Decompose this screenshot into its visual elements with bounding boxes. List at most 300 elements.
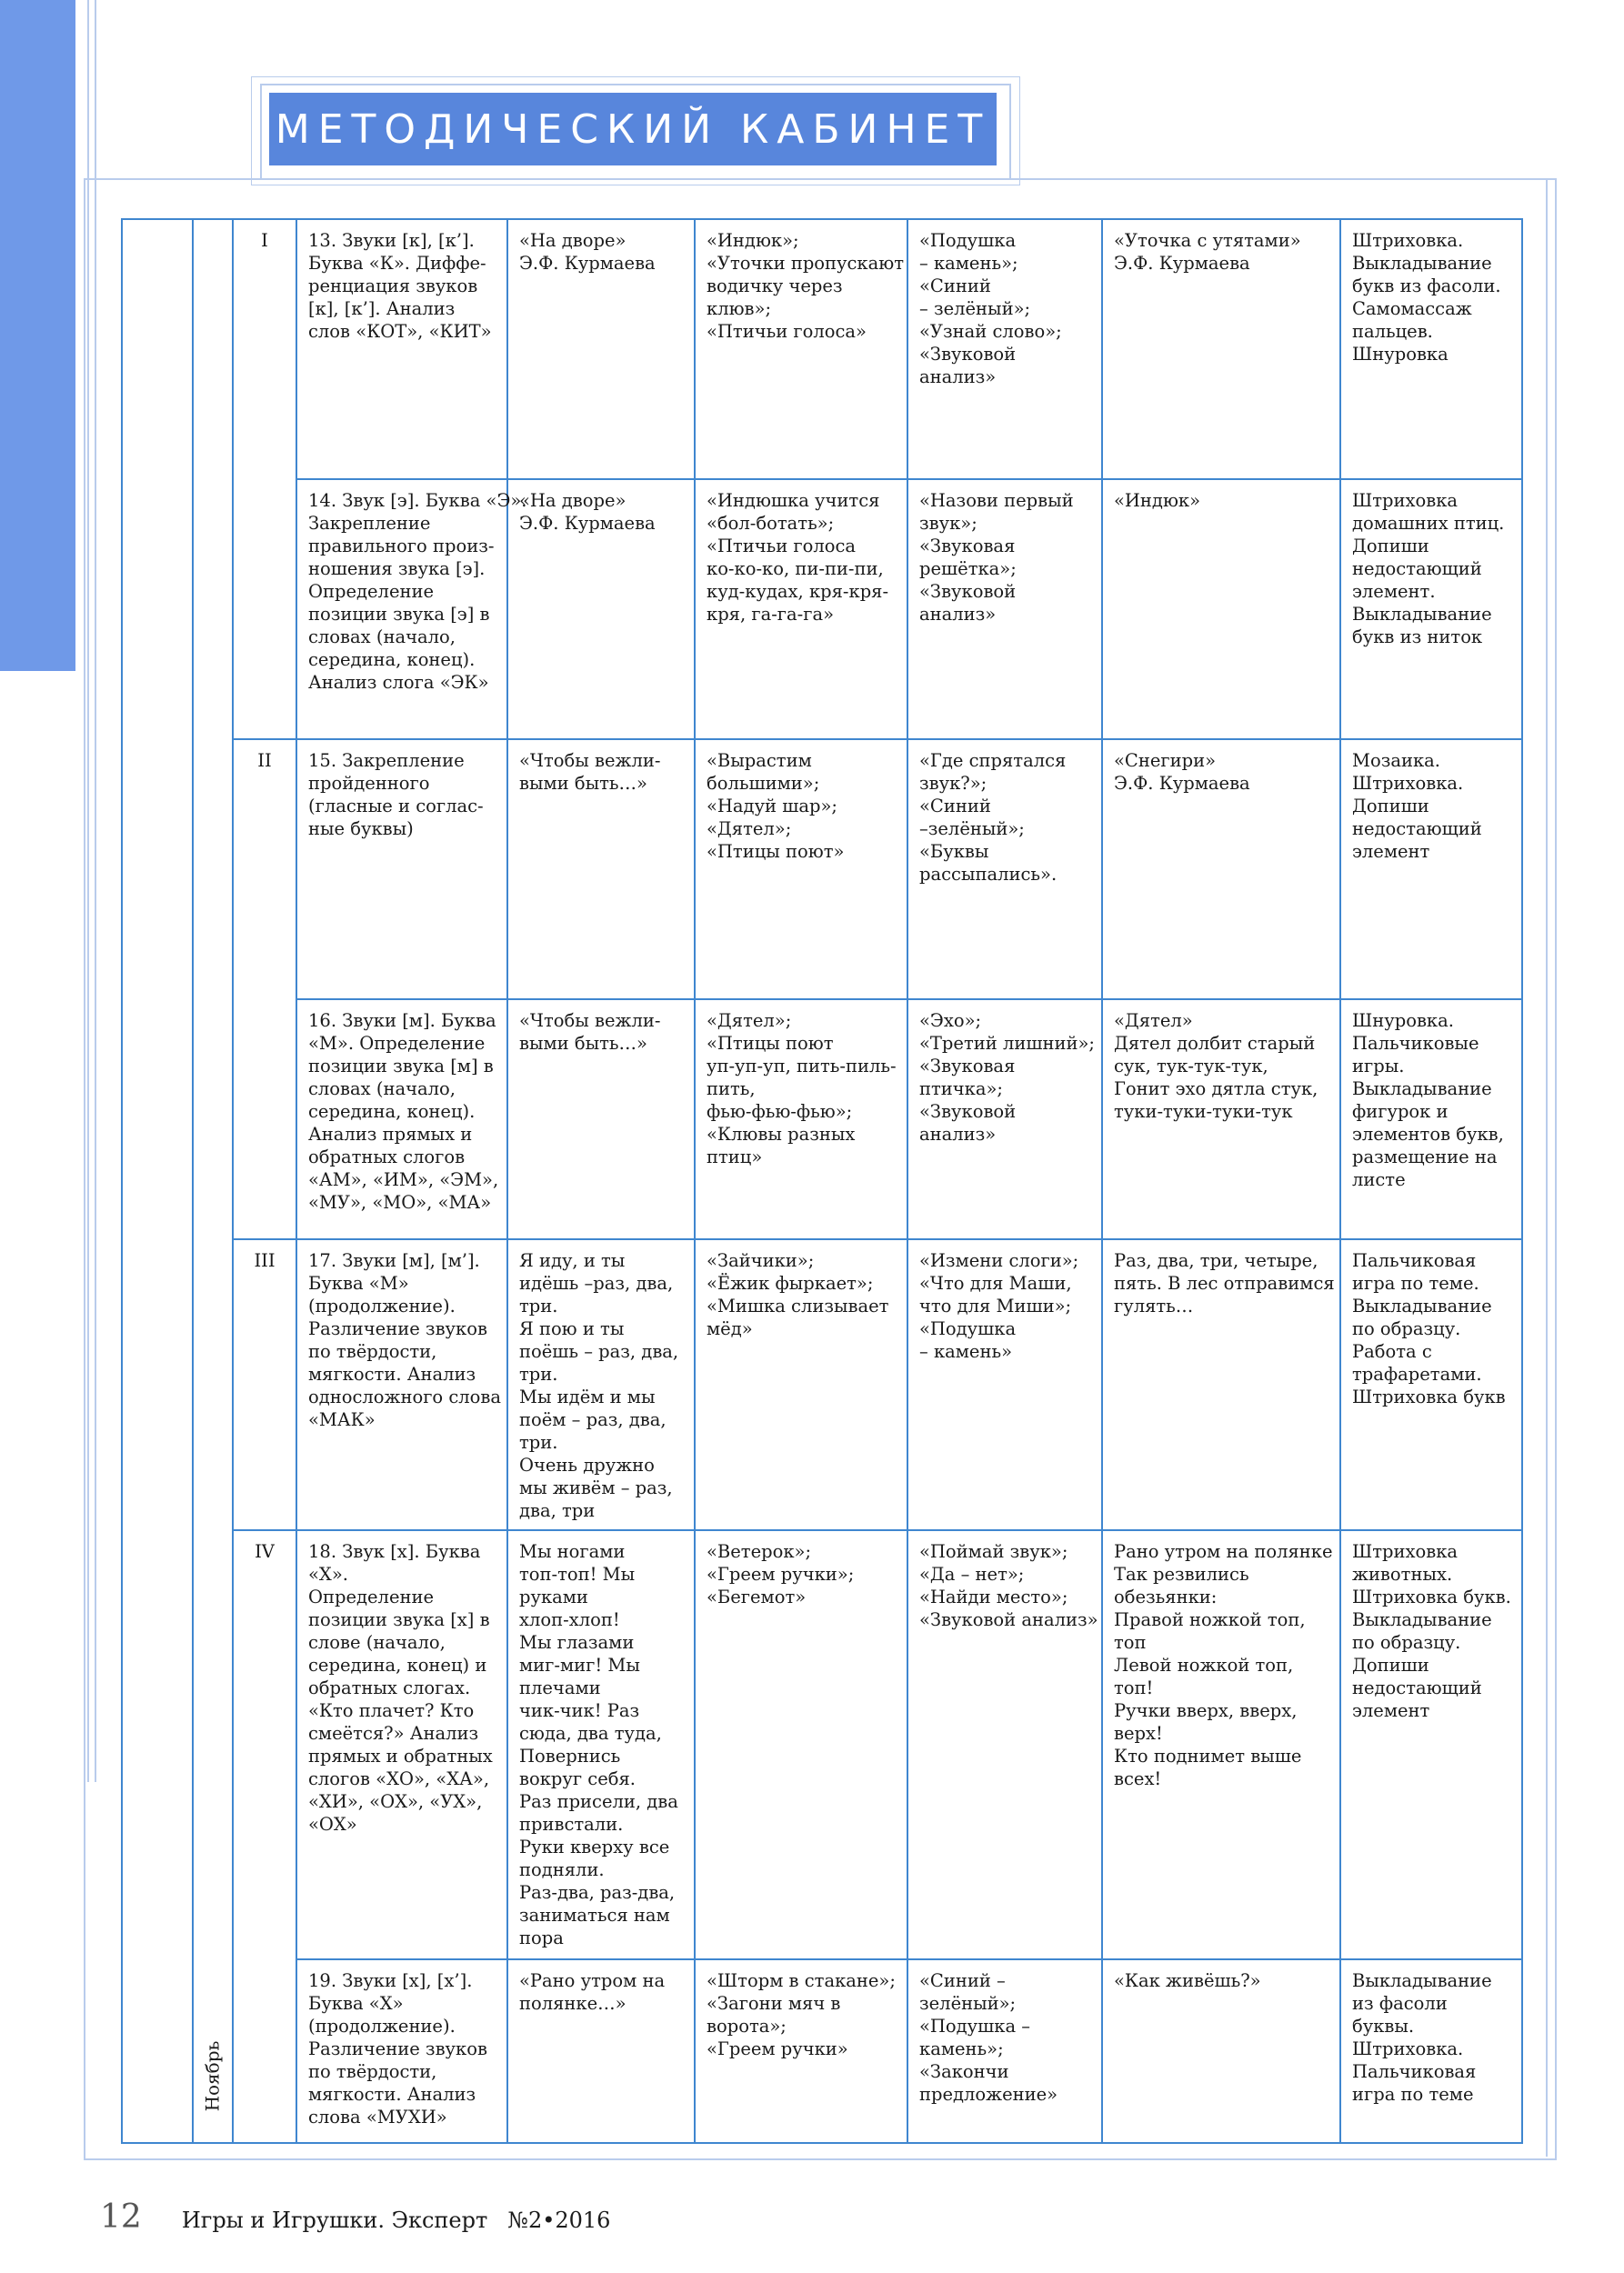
cell-text: Определение bbox=[308, 581, 435, 602]
cell-text: Выкладывание bbox=[1352, 253, 1492, 274]
cell-text: Допиши bbox=[1352, 1655, 1429, 1676]
cell-text: домашних птиц. bbox=[1352, 513, 1505, 534]
cell-text: большими»; bbox=[707, 773, 820, 794]
games-cell bbox=[907, 1239, 1102, 1530]
cell-text: игры. bbox=[1352, 1056, 1405, 1076]
table-row bbox=[122, 479, 1522, 739]
cell-text: Ручки вверх, вверх, bbox=[1114, 1700, 1298, 1721]
cell-text: – камень» bbox=[919, 1341, 1013, 1362]
cell-text: «Уточка с утятами» bbox=[1114, 230, 1301, 251]
cell-text: «Подушка – bbox=[919, 2016, 1031, 2037]
cell-text: Анализ прямых и bbox=[308, 1124, 473, 1145]
cell-text: животных. bbox=[1352, 1564, 1453, 1585]
cell-text: «М». Определение bbox=[308, 1033, 486, 1054]
cell-text: пять. В лес отправимся bbox=[1114, 1273, 1335, 1294]
cell-text: топ bbox=[1114, 1632, 1147, 1653]
cell-text: Руки кверху все bbox=[519, 1837, 670, 1857]
cell-text: пить, bbox=[707, 1078, 756, 1099]
cell-text: хлоп-хлоп! bbox=[519, 1609, 620, 1630]
cell-text: Пальчиковая bbox=[1352, 1250, 1477, 1271]
topic-cell bbox=[296, 1530, 507, 1959]
topic-cell bbox=[296, 219, 507, 479]
games-cell bbox=[907, 1959, 1102, 2143]
breathing-cell bbox=[695, 999, 907, 1239]
cell-text: по твёрдости, bbox=[308, 2061, 437, 2082]
cell-text: «Чтобы вежли- bbox=[519, 1010, 661, 1031]
week-cell: III bbox=[233, 1239, 296, 1530]
cell-text: Рано утром на полянке bbox=[1114, 1541, 1333, 1562]
cell-text: Штриховка bbox=[1352, 1541, 1459, 1562]
cell-text: Пальчиковые bbox=[1352, 1033, 1479, 1054]
cell-text: «Шторм в стакане»; bbox=[707, 1970, 896, 1991]
content-frame-line bbox=[1546, 178, 1548, 2157]
table-row bbox=[122, 999, 1522, 1239]
topic-cell bbox=[296, 1959, 507, 2143]
cell-text: мы живём – раз, bbox=[519, 1477, 673, 1498]
motor-cell bbox=[1340, 219, 1522, 479]
cell-text: поём – раз, два, bbox=[519, 1409, 667, 1430]
cell-text: игра по теме. bbox=[1352, 1273, 1479, 1294]
cell-text: выми быть…» bbox=[519, 773, 647, 794]
cell-text: Повернись bbox=[519, 1746, 621, 1767]
cell-text: слова «МУХИ» bbox=[308, 2107, 447, 2128]
speech-cell bbox=[507, 479, 695, 739]
cell-text: Допиши bbox=[1352, 796, 1429, 816]
cell-text: фью-фью-фью»; bbox=[707, 1101, 853, 1122]
cell-text: «Да – нет»; bbox=[919, 1564, 1025, 1585]
cell-text: птиц» bbox=[707, 1147, 763, 1167]
cell-text: «Где спрятался bbox=[919, 750, 1067, 771]
month-label: Ноябрь bbox=[201, 2040, 224, 2112]
cell-text: туки-туки-туки-тук bbox=[1114, 1101, 1293, 1122]
cell-text: «Ветерок»; bbox=[707, 1541, 812, 1562]
issue-number: №2•2016 bbox=[507, 2208, 611, 2233]
cell-text: ренциация звуков bbox=[308, 275, 478, 296]
cell-text: ношения звука [э]. bbox=[308, 558, 486, 579]
cell-text: «Загони мяч в bbox=[707, 1993, 841, 2014]
cell-text: два, три bbox=[519, 1500, 596, 1521]
cell-text: обратных слогах. bbox=[308, 1677, 471, 1698]
cell-text: букв из фасоли. bbox=[1352, 275, 1501, 296]
cell-text: звук»; bbox=[919, 513, 977, 534]
cell-text: –зелёный»; bbox=[919, 818, 1025, 839]
cell-text: птичка»; bbox=[919, 1078, 1003, 1099]
motor-cell bbox=[1340, 1959, 1522, 2143]
cell-text: Раз-два, раз-два, bbox=[519, 1882, 676, 1903]
cell-text: пора bbox=[519, 1928, 564, 1948]
cell-text: «Звуковой bbox=[919, 581, 1017, 602]
cell-text: «Х». bbox=[308, 1564, 348, 1585]
cell-text: «Звуковая bbox=[919, 536, 1016, 556]
cell-text: «ХИ», «ОХ», «УХ», bbox=[308, 1791, 483, 1812]
cell-text: вокруг себя. bbox=[519, 1768, 636, 1789]
cell-text: «Уточки пропускают bbox=[707, 253, 905, 274]
cell-text: «Звуковой bbox=[919, 344, 1017, 365]
finger-cell bbox=[1102, 1239, 1340, 1530]
cell-text: «Чтобы вежли- bbox=[519, 750, 661, 771]
cell-text: Выкладывание bbox=[1352, 1078, 1492, 1099]
cell-text: позиции звука [э] в bbox=[308, 604, 490, 625]
month-cell bbox=[193, 219, 233, 2143]
cell-text: Мы глазами bbox=[519, 1632, 635, 1653]
cell-text: Так резвились bbox=[1114, 1564, 1249, 1585]
cell-text: Штриховка букв bbox=[1352, 1387, 1506, 1407]
cell-text: «Звуковой bbox=[919, 1101, 1017, 1122]
cell-text: по образцу. bbox=[1352, 1632, 1461, 1653]
cell-text: «Вырастим bbox=[707, 750, 812, 771]
cell-text: размещение на bbox=[1352, 1147, 1498, 1167]
games-cell bbox=[907, 1530, 1102, 1959]
cell-text: Пальчиковая bbox=[1352, 2061, 1477, 2082]
motor-cell bbox=[1340, 999, 1522, 1239]
cell-text: буквы. bbox=[1352, 2016, 1415, 2037]
breathing-cell bbox=[695, 739, 907, 999]
cell-text: по образцу. bbox=[1352, 1318, 1461, 1339]
cell-text: Шнуровка. bbox=[1352, 1010, 1454, 1031]
cell-text: «Мишка слизывает bbox=[707, 1296, 889, 1317]
cell-text: сюда, два туда, bbox=[519, 1723, 662, 1744]
cell-text: Работа с bbox=[1352, 1341, 1432, 1362]
cell-text: «Звуковой анализ» bbox=[919, 1609, 1098, 1630]
cell-text: куд-кудах, кря-кря- bbox=[707, 581, 889, 602]
cell-text: «Измени слоги»; bbox=[919, 1250, 1079, 1271]
cell-text: «Синий bbox=[919, 796, 991, 816]
cell-text: «Дятел» bbox=[1114, 1010, 1193, 1031]
cell-text: три. bbox=[519, 1432, 558, 1453]
cell-text: пальцев. bbox=[1352, 321, 1433, 342]
cell-text: Буква «К». Диффе- bbox=[308, 253, 486, 274]
cell-text: рассыпались». bbox=[919, 864, 1058, 885]
cell-text: Мозаика. bbox=[1352, 750, 1440, 771]
cell-text: 15. Закрепление bbox=[308, 750, 465, 771]
cell-text: Закрепление bbox=[308, 513, 431, 534]
cell-text: топ-топ! Мы bbox=[519, 1564, 636, 1585]
cell-text: середина, конец) и bbox=[308, 1655, 487, 1676]
cell-text: Выкладывание bbox=[1352, 1970, 1492, 1991]
speech-cell bbox=[507, 739, 695, 999]
cell-text: камень»; bbox=[919, 2038, 1004, 2059]
motor-cell bbox=[1340, 739, 1522, 999]
cell-text: «Ёжик фыркает»; bbox=[707, 1273, 874, 1294]
cell-text: обратных слогов bbox=[308, 1147, 466, 1167]
cell-text: анализ» bbox=[919, 604, 997, 625]
games-cell bbox=[907, 999, 1102, 1239]
cell-text: середина, конец). bbox=[308, 1101, 476, 1122]
cell-text: 18. Звук [х]. Буква bbox=[308, 1541, 481, 1562]
speech-cell bbox=[507, 999, 695, 1239]
cell-text: Шнуровка bbox=[1352, 344, 1449, 365]
cell-text: Э.Ф. Курмаева bbox=[519, 513, 656, 534]
cell-text: обезьянки: bbox=[1114, 1587, 1218, 1607]
cell-text: предложение» bbox=[919, 2084, 1058, 2105]
cell-text: Буква «Х» bbox=[308, 1993, 404, 2014]
cell-text: «Как живёшь?» bbox=[1114, 1970, 1261, 1991]
week-cell: IV bbox=[233, 1530, 296, 2143]
cell-text: Штриховка. bbox=[1352, 2038, 1464, 2059]
cell-text: уп-уп-уп, пить-пиль- bbox=[707, 1056, 897, 1076]
cell-text: Выкладывание bbox=[1352, 604, 1492, 625]
cell-text: подняли. bbox=[519, 1859, 605, 1880]
cell-text: «Птичьи голоса» bbox=[707, 321, 867, 342]
breathing-cell bbox=[695, 1530, 907, 1959]
cell-text: зелёный»; bbox=[919, 1993, 1017, 2014]
cell-text: смеётся?» Анализ bbox=[308, 1723, 479, 1744]
cell-text: водичку через bbox=[707, 275, 843, 296]
speech-cell bbox=[507, 1239, 695, 1530]
cell-text: (продолжение). bbox=[308, 1296, 456, 1317]
breathing-cell bbox=[695, 219, 907, 479]
finger-cell bbox=[1102, 479, 1340, 739]
cell-text: 14. Звук [э]. Буква «Э». bbox=[308, 490, 527, 511]
cell-text: недостающий bbox=[1352, 1677, 1482, 1698]
finger-cell bbox=[1102, 1959, 1340, 2143]
cell-text: Правой ножкой топ, bbox=[1114, 1609, 1306, 1630]
cell-text: «Третий лишний»; bbox=[919, 1033, 1095, 1054]
motor-cell bbox=[1340, 479, 1522, 739]
cell-text: «Поймай звук»; bbox=[919, 1541, 1068, 1562]
cell-text: «Зайчики»; bbox=[707, 1250, 815, 1271]
cell-text: «Индюк»; bbox=[707, 230, 799, 251]
cell-text: Мы идём и мы bbox=[519, 1387, 656, 1407]
cell-text: Гонит эхо дятла стук, bbox=[1114, 1078, 1318, 1099]
cell-text: Допиши bbox=[1352, 536, 1429, 556]
cell-text: (продолжение). bbox=[308, 2016, 456, 2037]
cell-text: Штриховка. bbox=[1352, 773, 1464, 794]
magazine-title: Игры и Игрушки. Эксперт bbox=[181, 2208, 488, 2233]
cell-text: листе bbox=[1352, 1169, 1406, 1190]
cell-text: Буква «М» bbox=[308, 1273, 409, 1294]
week-cell: I bbox=[233, 219, 296, 739]
cell-text: из фасоли bbox=[1352, 1993, 1448, 2014]
cell-text: букв из ниток bbox=[1352, 626, 1483, 647]
cell-text: «Рано утром на bbox=[519, 1970, 666, 1991]
cell-text: руками bbox=[519, 1587, 588, 1607]
cell-text: ные буквы) bbox=[308, 818, 414, 839]
cell-text: «Эхо»; bbox=[919, 1010, 982, 1031]
cell-text: 13. Звуки [к], [к’]. bbox=[308, 230, 475, 251]
cell-text: Различение звуков bbox=[308, 2038, 487, 2059]
cell-text: анализ» bbox=[919, 1124, 997, 1145]
cell-text: правильного произ- bbox=[308, 536, 495, 556]
table-row bbox=[122, 1530, 1522, 1959]
games-cell bbox=[907, 479, 1102, 739]
cell-text: «Птичьи голоса bbox=[707, 536, 857, 556]
speech-cell bbox=[507, 1959, 695, 2143]
cell-text: Различение звуков bbox=[308, 1318, 487, 1339]
cell-text: «Надуй шар»; bbox=[707, 796, 837, 816]
cell-text: односложного слова bbox=[308, 1387, 502, 1407]
cell-text: слогов «ХО», «ХА», bbox=[308, 1768, 490, 1789]
cell-text: элементов букв, bbox=[1352, 1124, 1504, 1145]
table-row bbox=[122, 1239, 1522, 1530]
cell-text: Выкладывание bbox=[1352, 1296, 1492, 1317]
cell-text: слове (начало, bbox=[308, 1632, 446, 1653]
cell-text: элемент bbox=[1352, 1700, 1430, 1721]
cell-text: 19. Звуки [х], [х’]. bbox=[308, 1970, 473, 1991]
cell-text: Э.Ф. Курмаева bbox=[1114, 253, 1250, 274]
week-cell: II bbox=[233, 739, 296, 1239]
cell-text: топ! bbox=[1114, 1677, 1154, 1698]
cell-text: «Дятел»; bbox=[707, 1010, 792, 1031]
cell-text: Раз, два, три, четыре, bbox=[1114, 1250, 1318, 1271]
cell-text: позиции звука [м] в bbox=[308, 1056, 494, 1076]
cell-text: позиции звука [х] в bbox=[308, 1609, 490, 1630]
cell-text: 17. Звуки [м], [м’]. bbox=[308, 1250, 480, 1271]
cell-text: Штриховка букв. bbox=[1352, 1587, 1511, 1607]
finger-cell bbox=[1102, 739, 1340, 999]
cell-text: Левой ножкой топ, bbox=[1114, 1655, 1294, 1676]
cell-text: по твёрдости, bbox=[308, 1341, 437, 1362]
cell-text: (гласные и соглас- bbox=[308, 796, 484, 816]
table-row bbox=[122, 219, 1522, 479]
table-row bbox=[122, 1959, 1522, 2143]
cell-text: анализ» bbox=[919, 366, 997, 387]
cell-text: «Бегемот» bbox=[707, 1587, 807, 1607]
cell-text: идёшь –раз, два, bbox=[519, 1273, 674, 1294]
cell-text: поёшь – раз, два, bbox=[519, 1341, 679, 1362]
games-cell bbox=[907, 219, 1102, 479]
cell-text: «На дворе» bbox=[519, 230, 627, 251]
motor-cell bbox=[1340, 1530, 1522, 1959]
cell-text: «Греем ручки» bbox=[707, 2038, 848, 2059]
cell-text: элемент. bbox=[1352, 581, 1436, 602]
cell-text: Э.Ф. Курмаева bbox=[519, 253, 656, 274]
cell-text: сук, тук-тук-тук, bbox=[1114, 1056, 1268, 1076]
cell-text: «Птицы поют bbox=[707, 1033, 834, 1054]
cell-text: «Синий bbox=[919, 275, 991, 296]
speech-cell bbox=[507, 1530, 695, 1959]
cell-text: три. bbox=[519, 1296, 558, 1317]
cell-text: ко-ко-ко, пи-пи-пи, bbox=[707, 558, 884, 579]
cell-text: Выкладывание bbox=[1352, 1609, 1492, 1630]
cell-text: Кто поднимет выше bbox=[1114, 1746, 1302, 1767]
cell-text: словах (начало, bbox=[308, 626, 456, 647]
cell-text: мягкости. Анализ bbox=[308, 1364, 476, 1385]
cell-text: элемент bbox=[1352, 841, 1430, 862]
cell-text: – камень»; bbox=[919, 253, 1018, 274]
lesson-plan-table bbox=[121, 218, 1523, 2144]
cell-text: «Греем ручки»; bbox=[707, 1564, 855, 1585]
table-row bbox=[122, 739, 1522, 999]
side-accent-bar bbox=[0, 0, 75, 671]
finger-cell bbox=[1102, 219, 1340, 479]
cell-text: недостающий bbox=[1352, 818, 1482, 839]
cell-text: «Снегири» bbox=[1114, 750, 1217, 771]
cell-text: «Узнай слово»; bbox=[919, 321, 1062, 342]
cell-text: [к], [к’]. Анализ bbox=[308, 298, 456, 319]
cell-text: «Что для Маши, bbox=[919, 1273, 1072, 1294]
cell-text: Штриховка bbox=[1352, 490, 1459, 511]
cell-text: Самомассаж bbox=[1352, 298, 1472, 319]
cell-text: гулять… bbox=[1114, 1296, 1194, 1317]
cell-text: клюв»; bbox=[707, 298, 772, 319]
cell-text: «На дворе» bbox=[519, 490, 627, 511]
cell-text: фигурок и bbox=[1352, 1101, 1449, 1122]
cell-text: середина, конец). bbox=[308, 649, 476, 670]
cell-text: «Клювы разных bbox=[707, 1124, 856, 1145]
section-title: МЕТОДИЧЕСКИЙ КАБИНЕТ bbox=[269, 93, 997, 165]
cell-text: миг-миг! Мы bbox=[519, 1655, 640, 1676]
cell-text: «МАК» bbox=[308, 1409, 376, 1430]
cell-text: «Кто плачет? Кто bbox=[308, 1700, 475, 1721]
cell-text: Э.Ф. Курмаева bbox=[1114, 773, 1250, 794]
finger-cell bbox=[1102, 1530, 1340, 1959]
cell-text: слов «КОТ», «КИТ» bbox=[308, 321, 492, 342]
topic-cell bbox=[296, 739, 507, 999]
cell-text: привстали. bbox=[519, 1814, 624, 1835]
cell-text: мёд» bbox=[707, 1318, 753, 1339]
cell-text: «бол-ботать»; bbox=[707, 513, 835, 534]
cell-text: «АМ», «ИМ», «ЭМ», bbox=[308, 1169, 499, 1190]
cell-text: чик-чик! Раз bbox=[519, 1700, 640, 1721]
cell-text: недостающий bbox=[1352, 558, 1482, 579]
cell-text: ворота»; bbox=[707, 2016, 787, 2037]
cell-text: Определение bbox=[308, 1587, 435, 1607]
cell-text: три. bbox=[519, 1364, 558, 1385]
cell-text: прямых и обратных bbox=[308, 1746, 493, 1767]
cell-text: словах (начало, bbox=[308, 1078, 456, 1099]
speech-cell bbox=[507, 219, 695, 479]
cell-text: Мы ногами bbox=[519, 1541, 626, 1562]
cell-text: Я иду, и ты bbox=[519, 1250, 626, 1271]
cell-text: «Найди место»; bbox=[919, 1587, 1068, 1607]
cell-text: верх! bbox=[1114, 1723, 1163, 1744]
cell-text: мягкости. Анализ bbox=[308, 2084, 476, 2105]
cell-text: звук?»; bbox=[919, 773, 987, 794]
cell-text: Раз присели, два bbox=[519, 1791, 678, 1812]
cell-text: «Подушка bbox=[919, 230, 1017, 251]
cell-text: «Синий – bbox=[919, 1970, 1006, 1991]
cell-text: Дятел долбит старый bbox=[1114, 1033, 1316, 1054]
breathing-cell bbox=[695, 1239, 907, 1530]
topic-cell bbox=[296, 1239, 507, 1530]
cell-text: Я пою и ты bbox=[519, 1318, 625, 1339]
cell-text: «ОХ» bbox=[308, 1814, 357, 1835]
cell-text: всех! bbox=[1114, 1768, 1162, 1789]
cell-text: «МУ», «МО», «МА» bbox=[308, 1192, 492, 1213]
cell-text: Очень дружно bbox=[519, 1455, 655, 1476]
cell-text: игра по теме bbox=[1352, 2084, 1474, 2105]
cell-text: «Звуковая bbox=[919, 1056, 1016, 1076]
cell-text: Анализ слога «ЭК» bbox=[308, 672, 489, 693]
cell-text: полянке…» bbox=[519, 1993, 627, 2014]
cell-text: «Закончи bbox=[919, 2061, 1009, 2082]
breathing-cell bbox=[695, 479, 907, 739]
games-cell bbox=[907, 739, 1102, 999]
cell-text: плечами bbox=[519, 1677, 601, 1698]
cell-text: что для Миши»; bbox=[919, 1296, 1072, 1317]
cell-text: «Подушка bbox=[919, 1318, 1017, 1339]
cell-text: кря, га-га-га» bbox=[707, 604, 835, 625]
page-number: 12 bbox=[100, 2198, 142, 2236]
cell-text: – зелёный»; bbox=[919, 298, 1031, 319]
motor-cell bbox=[1340, 1239, 1522, 1530]
cell-text: выми быть…» bbox=[519, 1033, 647, 1054]
cell-text: трафаретами. bbox=[1352, 1364, 1482, 1385]
cell-text: «Птицы поют» bbox=[707, 841, 845, 862]
cell-text: пройденного bbox=[308, 773, 430, 794]
page-footer bbox=[100, 2198, 610, 2236]
cell-text: Штриховка. bbox=[1352, 230, 1464, 251]
finger-cell bbox=[1102, 999, 1340, 1239]
cell-text: «Индюк» bbox=[1114, 490, 1201, 511]
breathing-cell bbox=[695, 1959, 907, 2143]
cell-text: решётка»; bbox=[919, 558, 1017, 579]
cell-text: «Дятел»; bbox=[707, 818, 792, 839]
cell-text: заниматься нам bbox=[519, 1905, 670, 1926]
cell-text: «Индюшка учится bbox=[707, 490, 880, 511]
topic-cell bbox=[296, 479, 527, 739]
